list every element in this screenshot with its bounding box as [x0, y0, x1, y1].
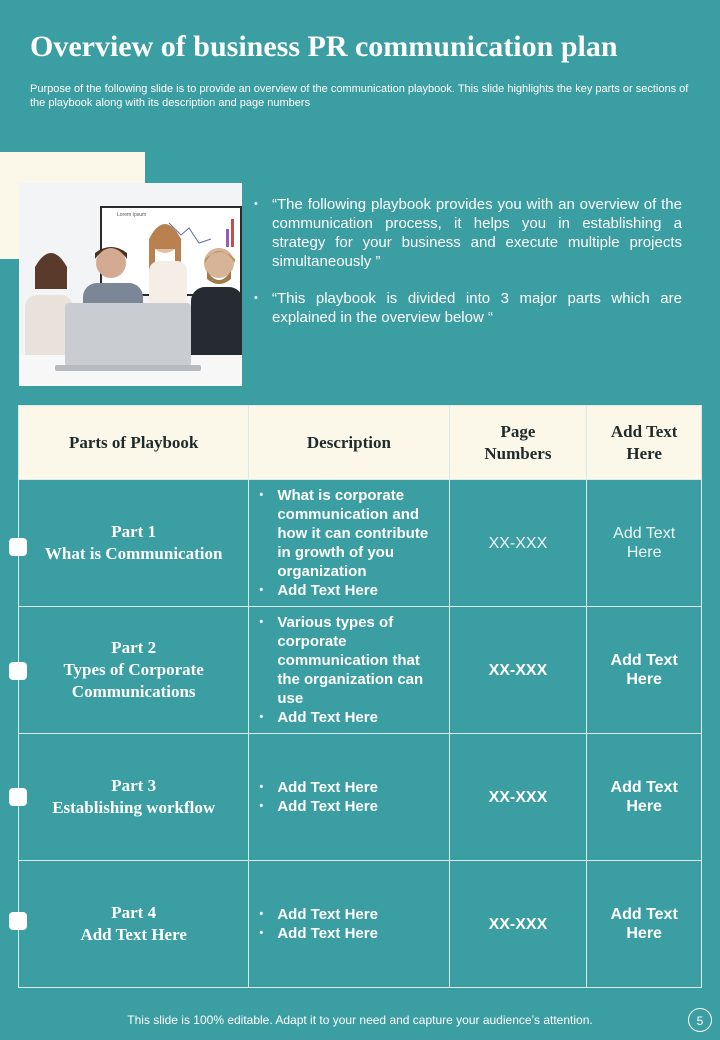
- add-text-cell: [587, 480, 702, 607]
- description-cell: [249, 861, 449, 988]
- page-numbers-cell: XX-XXX: [449, 607, 587, 734]
- team-photo: [19, 183, 242, 386]
- part-cell: [19, 734, 249, 861]
- slide-subtitle: Purpose of the following slide is to provide an overview of the communication playbook. This slide highlights the key parts or sections of the playbook along with its description and page numbers: [30, 83, 689, 109]
- description-cell: [249, 480, 449, 607]
- page-number: 5: [688, 1008, 712, 1032]
- table-header-row: [19, 406, 702, 480]
- description-item: • What is corporate communication and how it can contribute in growth of you organization: [257, 486, 442, 581]
- part-cell: [19, 480, 249, 607]
- add-text-cell: [587, 607, 702, 734]
- part-name: What is Communication: [44, 544, 223, 563]
- add-text-cell: [587, 861, 702, 988]
- add-text-cell: [587, 734, 702, 861]
- part-cell: [19, 607, 249, 734]
- table-row: [19, 480, 702, 607]
- row-marker: [9, 788, 27, 806]
- part-name: Types of Corporate Communications: [63, 660, 204, 701]
- header-page-numbers-text: Page Numbers: [484, 421, 552, 463]
- header-page-numbers: [449, 406, 587, 480]
- part-name: Add Text Here: [80, 925, 187, 944]
- page-numbers-cell: XX-XXX: [449, 480, 587, 607]
- table-row: [19, 861, 702, 988]
- description-item: • Add Text Here: [257, 778, 442, 797]
- description-item: • Add Text Here: [257, 924, 442, 943]
- description-item: • Add Text Here: [257, 581, 442, 600]
- header-add-text: [587, 406, 702, 480]
- intro-bullet: • “The following playbook provides you with an overview of the communication process, it helps you in establishing a strategy for your business and execute multiple projects simultaneously ”: [252, 195, 682, 271]
- slide-title: Overview of business PR communication plan: [30, 30, 618, 63]
- add-text: Add Text Here: [610, 652, 678, 688]
- description-item: • Add Text Here: [257, 905, 442, 924]
- add-text: Add Text Here: [610, 779, 678, 815]
- part-number: Part 2: [111, 638, 157, 657]
- page-numbers-cell: XX-XXX: [449, 734, 587, 861]
- add-text: Add Text Here: [610, 906, 678, 942]
- intro-bullets: [252, 195, 682, 345]
- page-numbers-cell: XX-XXX: [449, 861, 587, 988]
- part-cell: [19, 861, 249, 988]
- part-number: Part 3: [111, 776, 157, 795]
- footer-note: This slide is 100% editable. Adapt it to your need and capture your audience’s attention.: [127, 1013, 593, 1027]
- table-row: [19, 734, 702, 861]
- description-item: • Add Text Here: [257, 797, 442, 816]
- row-marker: [9, 538, 27, 556]
- row-marker: [9, 912, 27, 930]
- description-item: • Add Text Here: [257, 708, 442, 727]
- header-parts: Parts of Playbook: [19, 406, 249, 480]
- table-row: [19, 607, 702, 734]
- part-number: Part 4: [111, 903, 157, 922]
- playbook-table: [18, 405, 702, 988]
- row-marker: [9, 662, 27, 680]
- intro-bullet: • “This playbook is divided into 3 major parts which are explained in the overview below “: [252, 289, 682, 327]
- header-add-text-text: Add Text Here: [610, 421, 678, 463]
- description-item: • Various types of corporate communication that the organization can use: [257, 613, 442, 708]
- description-cell: [249, 734, 449, 861]
- part-name: Establishing workflow: [52, 798, 216, 817]
- add-text: Add Text Here: [613, 525, 676, 561]
- part-number: Part 1: [111, 522, 157, 541]
- description-cell: [249, 607, 449, 734]
- header-description: Description: [249, 406, 449, 480]
- board-caption: Lorem Ipsum: [117, 212, 147, 218]
